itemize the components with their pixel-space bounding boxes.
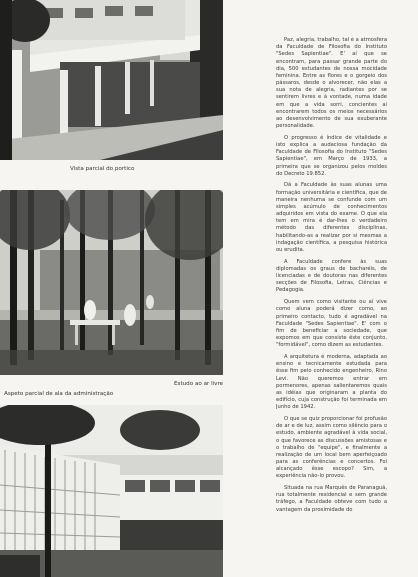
paragraph-4: A Faculdade confere às suas diplomadas os graus de bacharéis, de licenciadas e de doutoras nas diferentes secções de Filosofia, Letras, Ciências e Pedagogia.: [276, 258, 387, 294]
administration-wing-photo: [0, 405, 223, 577]
paragraph-5: Quem vem como visitante ou aí vive como aluna poderá dizer como, ao primeiro contacto, tudo é agradável na Faculdade "Sedes Sapientiae". E' com o fim de beneficiar a sociedade, que expomos em que consiste êste conjunto, "formidável", como dizem as estudantes.: [276, 299, 387, 349]
paragraph-7: O que se quiz proporcionar foi profusão de ar e de luz, assim como silêncio para o estudo, ambiente agradável à vida social, o que favorece as discussões amistosas e o trabalho de "equipe", e finalmente a realização de um local bem aperfeiçoado para as conferências e concertos. Foi alcançado êsse escopo? Sim, a experiência não-lo provou.: [276, 415, 387, 480]
administration-caption: Aspeto parcial de ala da administração: [4, 391, 114, 397]
article-text-column: [276, 37, 387, 577]
paragraph-2: O progresso é índice de vitalidade e isto explica a audaciosa fundação da Faculdade de Filosofia do Instituto "Sedes Sapientiae", em Março de 1933, a primeira que se organizou pelos moldes do Decreto 19.852.: [276, 134, 387, 177]
paragraph-1: Paz, alegria, trabalho, tal é a atmosfera da Faculdade de Filosofia do Instituto "Sedes Sapientiae". E' aí que se encontram, para passar grande parte do dia, 500 estudantes de nossa mocidade feminina. Entre as flores e o gorgeio dos pássaros, desde o alvorecer, não elas a sua nota de alegria, radiantes por se sentirem livres e à vontade, numa idade em que a vida sorri, concientes ai encontrarem todos os meios necessários ao desenvolvimento de sua exuberante personalidade.: [276, 37, 387, 130]
outdoor-study-caption: Estudo ao ar livre: [174, 381, 224, 387]
paragraph-8: Situada na rua Marquês de Paranaguá, rua totalmente residencial e sem grande tráfego, a Faculdade obteve com tudo a vantagem da proximidade do: [276, 485, 387, 513]
paragraph-6: A arquitetura é moderna, adaptada ao ensino e tecnicamente estudada para êsse fim pelo conhecido engenheiro, Rino Levi. Não queremos entrar em pormenores, apenas salientaremos quais as idéias que originaram a planta do edifício, cuja construção foi terminada em Junho de 1942.: [276, 354, 387, 411]
portico-caption: Vista parcial do portico: [70, 166, 135, 172]
paragraph-3: Dá a Faculdade às suas alunas uma formação universitária e científica, que de maneira nenhuma se confunde com um simples acúmulo de conhecimentos adquiridos em vista do exame. O que ela tem em mira é dar-lhes o verdadeiro método das diferentes disciplinas, habilitando-as a realizar por si mesmas a indagação científica, a pesquisa histórica ou erudita.: [276, 182, 387, 253]
outdoor-study-photo: [0, 190, 223, 375]
portico-photo: [0, 0, 223, 160]
